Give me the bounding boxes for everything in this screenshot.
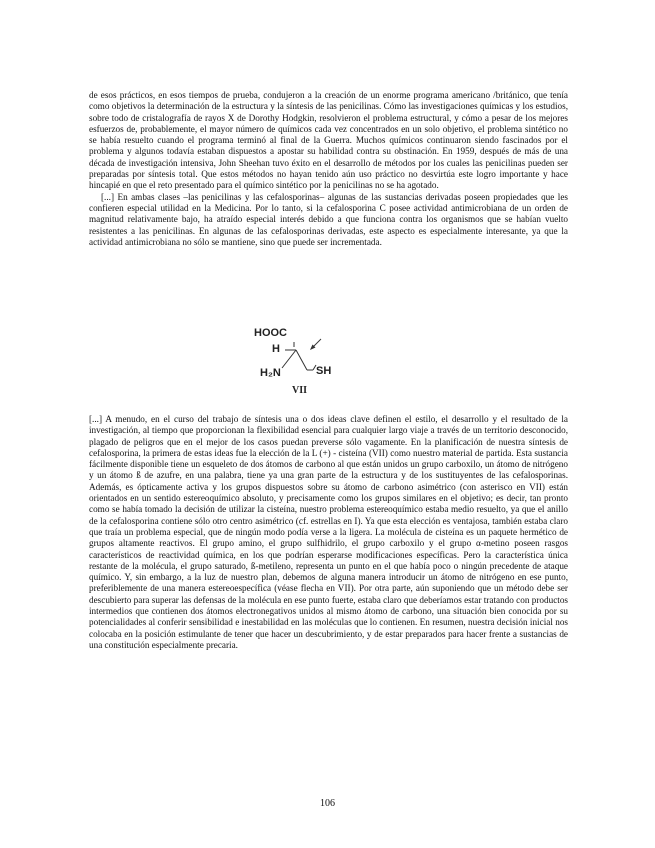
paragraph: [...] En ambas clases –las penicilinas y las cefalosporinas– algunas de las sustancias derivadas poseen propiedades que les confieren especial utilidad en la Medicina. Por lo tanto, si la cefalosporina C posee actividad antimicrobiana de un orden de magnitud relativamente bajo, ha atraído especial interés debido a que funciona contra los organismos que se habían vuelto resistentes a las penicilinas. En algunas de las cefalosporinas derivadas, este aspecto es especialmente interesante, ya que la actividad antimicrobiana no sólo se mantiene, sino que puede ser incrementada. — [89, 191, 568, 247]
cysteine-structure-figure — [245, 325, 385, 405]
paragraph: [...] A menudo, en el curso del trabajo de síntesis una o dos ideas clave definen el estilo, el desarrollo y el resultado de la investigación, al tiempo que proporcionan la flexibilidad esencial para cualquier largo viaje a través de un territorio desconocido, plagado de peligros que en el mejor de los casos puedan preverse sólo vagamente. En la planificación de nuestra síntesis de cefalosporina, la primera de estas ideas fue la elección de la L (+) - cisteína (VII) como nuestro material de partida. Esta sustancia fácilmente disponible tiene un esqueleto de dos átomos de carbono al que están unidos un grupo carboxilo, un átomo de nitrógeno y un átomo ß de azufre, en una palabra, tiene ya una gran parte de la estructura y de los sustituyentes de las cefalosporinas. Además, es ópticamente activa y los grupos dispuestos sobre su átomo de carbono asimétrico (con asterisco en VII) están orientados en un sentido estereoquímico absoluto, y precisamente como los grupos similares en el objetivo; es decir, tan pronto como se había tomado la decisión de utilizar la cisteína, nuestro problema estereoquímico estaba medio resuelto, ya que el anillo de la cefalosporina contiene sólo otro centro asimétrico (cf. estrellas en I). Ya que esta elección es ventajosa, también estaba claro que traía un problema especial, que de ningún modo podía verse a la ligera. La molécula de cisteína es un paquete hermético de grupos altamente reactivos. El grupo amino, el grupo sulfhidrilo, el grupo carboxilo y el grupo α-metino poseen rasgos característicos de reactividad química, en los que podrían esperarse modificaciones específicas. Pero la característica única restante de la molécula, el grupo saturado, ß-metileno, representa un punto en el que había poco o ningún precedente de ataque químico. Y, sin embargo, a la luz de nuestro plan, debemos de alguna manera introducir un átomo de nitrógeno en ese punto, preferiblemente de una manera estereoespecífica (véase flecha en VII). Por otra parte, aún suponiendo que un método debe ser descubierto para superar las defensas de la molécula en ese punto fuerte, estaba claro que deberíamos estar tratando con productos intermedios que contienen dos átomos electronegativos unidos al mismo átomo de carbono, una situación bien conocida por su potencialidades al conferir sensibilidad e inestabilidad en las moléculas que lo contienen. En resumen, nuestra decisión inicial nos colocaba en la posición estimulante de tener que hacer un descubrimiento, y de estar preparados para hacer frente a sustancias de una constitución especialmente precaria. — [89, 414, 568, 650]
bond-line — [282, 350, 296, 368]
hooc-label: HOOC — [254, 327, 287, 339]
bond-line — [296, 350, 307, 370]
sh-label: SH — [316, 365, 332, 377]
h2n-label: H₂N — [260, 367, 281, 379]
paragraph: de esos prácticos, en esos tiempos de prueba, condujeron a la creación de un enorme programa americano /británico, que tenía como objetivos la determinación de la estructura y la síntesis de las penicilinas. Cómo las investigaciones químicas y los estudios, sobre todo de cristalografía de rayos X de Dorothy Hodgkin, resolvieron el problema estructural, y cómo a pesar de los mejores esfuerzos de, probablemente, el mayor número de químicos cada vez concentrados en un solo objetivo, el problema sintético no se había resuelto cuando el programa terminó al final de la Guerra. Muchos químicos continuaron siendo fascinados por el problema y algunos todavía estaban dispuestos a apostar su habilidad contra su obstinación. En 1959, después de más de una década de investigación intensiva, John Sheehan tuvo éxito en el desarrollo de métodos por los cuales las penicilinas pueden ser preparadas por síntesis total. Que estos métodos no hayan tenido aún uso práctico no desvirtúa este logro importante y hace hincapié en que el reto presentado para el químico sintético por la penicilinas no se ha agotado. — [89, 90, 568, 191]
page-number: 106 — [320, 798, 335, 809]
top-text-block — [89, 90, 568, 248]
bottom-text-block — [89, 414, 568, 651]
h-label: H — [272, 343, 280, 355]
figure-caption: VII — [292, 385, 308, 396]
